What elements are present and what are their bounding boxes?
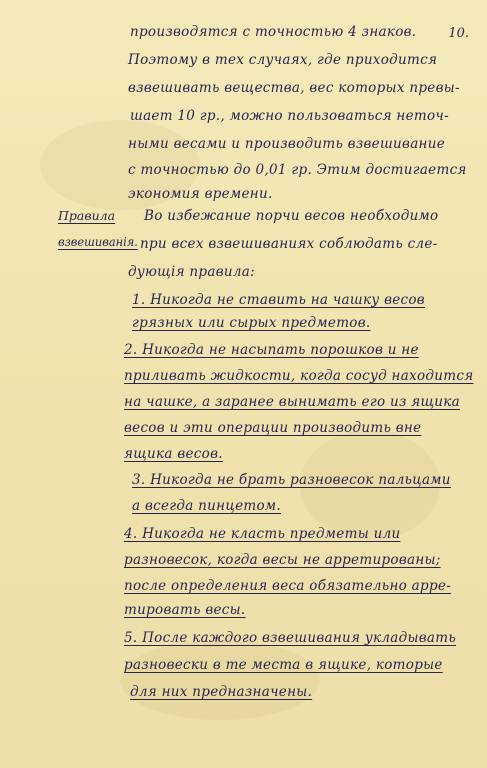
text-line: Во избежание порчи весов необходимо [144,208,439,224]
text-line: дующiя правила: [128,264,255,280]
rule-2-line: на чашке, а заранее вынимать его из ящика [124,394,460,410]
text-line: производятся с точностью 4 знаков. [130,24,417,40]
margin-heading-line2: взвешиванiя. [58,234,138,249]
rule-2-line: 2. Никогда не насыпать порошков и не [124,342,419,358]
rule-5-line: для них предназначены. [130,684,313,700]
text-line: Поэтому в тех случаях, где приходится [128,52,438,68]
text-line: шает 10 гр., можно пользоваться неточ- [130,108,449,124]
rule-3-line: 3. Никогда не брать разновесок пальцами [132,472,451,488]
rule-2-line: приливать жидкости, когда сосуд находится [124,368,474,384]
rule-3-line: а всегда пинцетом. [132,498,281,514]
margin-heading-line1: Правила [58,208,116,223]
rule-5-line: разновески в те места в ящике, которые [124,657,443,673]
rule-4-line: тировать весы. [124,602,246,618]
text-line: экономия времени. [128,186,273,202]
rule-2-line: ящика весов. [124,446,223,462]
text-line: при всех взвешиваниях соблюдать сле- [140,236,438,252]
rule-1-line: грязных или сырых предметов. [132,315,371,331]
text-line: ными весами и производить взвешивание [128,136,446,152]
text-line: взвешивать вещества, вес которых превы- [128,80,460,96]
paper-stain [120,640,320,720]
text-line: с точностью до 0,01 гр. Этим достигается [128,162,467,178]
rule-2-line: весов и эти операции производить вне [124,420,422,436]
rule-1-line: 1. Никогда не ставить на чашку весов [132,292,425,308]
rule-4-line: после определения веса обязательно арре- [124,578,452,594]
page-number: 10. [448,26,469,41]
rule-4-line: 4. Никогда не класть предметы или [124,526,401,542]
rule-4-line: разновесок, когда весы не арретированы; [124,552,441,568]
rule-5-line: 5. После каждого взвешивания укладывать [124,630,457,646]
